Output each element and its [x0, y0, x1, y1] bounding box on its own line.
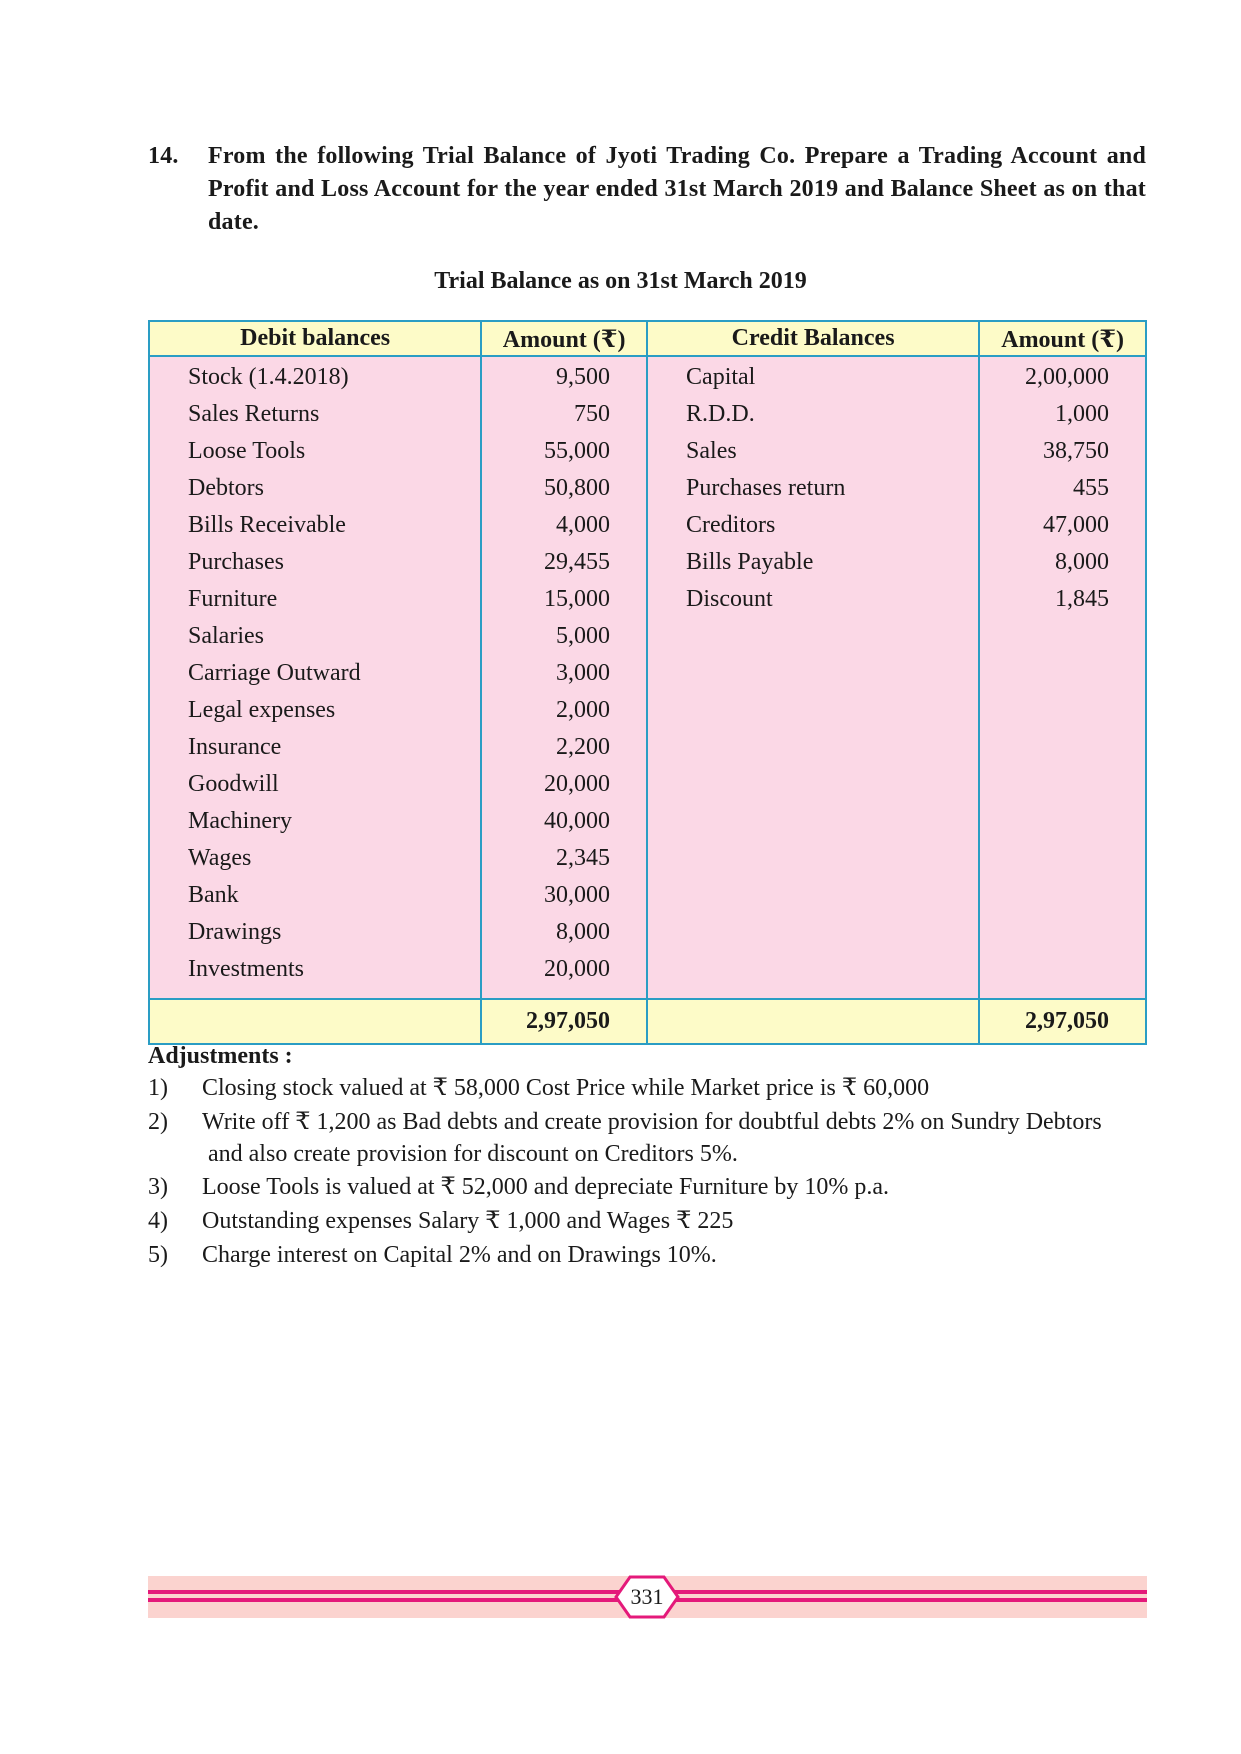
adjustment-item — [148, 1072, 1148, 1105]
debit-amount: 2,000 — [481, 692, 647, 729]
debit-account: Goodwill — [149, 766, 481, 803]
credit-amount — [979, 618, 1146, 655]
credit-account: Purchases return — [647, 470, 979, 507]
adjustments — [148, 1040, 1148, 1273]
debit-amount: 8,000 — [481, 914, 647, 951]
credit-account — [647, 729, 979, 766]
credit-amount: 38,750 — [979, 433, 1146, 470]
debit-amount: 750 — [481, 396, 647, 433]
adjustments-title: Adjustments : — [148, 1043, 293, 1069]
credit-account — [647, 618, 979, 655]
debit-amount: 2,200 — [481, 729, 647, 766]
credit-amount — [979, 840, 1146, 877]
credit-amount: 8,000 — [979, 544, 1146, 581]
debit-account: Wages — [149, 840, 481, 877]
debit-amount: 9,500 — [481, 356, 647, 396]
debit-amount: 40,000 — [481, 803, 647, 840]
table-row — [149, 729, 1146, 766]
debit-account: Stock (1.4.2018) — [149, 356, 481, 396]
debit-account: Investments — [149, 951, 481, 988]
adjustment-text: Outstanding expenses Salary ₹ 1,000 and Wages ₹ 225 — [202, 1208, 734, 1234]
debit-account: Loose Tools — [149, 433, 481, 470]
adjustment-item — [148, 1205, 1148, 1238]
spacer-cell — [481, 988, 647, 999]
table-spacer-row — [149, 988, 1146, 999]
debit-amount: 20,000 — [481, 766, 647, 803]
debit-amount: 4,000 — [481, 507, 647, 544]
header-credit-balances: Credit Balances — [647, 321, 979, 356]
adjustment-text: Write off ₹ 1,200 as Bad debts and create provision for doubtful debts 2% on Sundry Debtors — [202, 1109, 1102, 1135]
spacer-cell — [979, 988, 1146, 999]
debit-amount: 5,000 — [481, 618, 647, 655]
debit-account: Drawings — [149, 914, 481, 951]
table-header-row — [149, 321, 1146, 356]
credit-account — [647, 803, 979, 840]
totals-row — [149, 999, 1146, 1044]
trial-balance-title: Trial Balance as on 31st March 2019 — [434, 268, 807, 294]
debit-amount: 15,000 — [481, 581, 647, 618]
table-row — [149, 692, 1146, 729]
adjustment-number: 3) — [148, 1174, 168, 1200]
total-credit-amount: 2,97,050 — [979, 999, 1146, 1044]
credit-account — [647, 914, 979, 951]
credit-account: Discount — [647, 581, 979, 618]
credit-account — [647, 951, 979, 988]
question-text: From the following Trial Balance of Jyoti Trading Co. Prepare a Trading Account and Profit and Loss Account for the year ended 31st March 2019 and Balance Sheet as on that date. — [208, 143, 1146, 235]
debit-account: Debtors — [149, 470, 481, 507]
credit-amount: 2,00,000 — [979, 356, 1146, 396]
debit-account: Legal expenses — [149, 692, 481, 729]
adjustment-text: Loose Tools is valued at ₹ 52,000 and depreciate Furniture by 10% p.a. — [202, 1174, 889, 1200]
adjustment-number: 2) — [148, 1109, 168, 1135]
adjustments-list — [148, 1072, 1148, 1272]
table-row — [149, 396, 1146, 433]
table-row — [149, 618, 1146, 655]
debit-account: Carriage Outward — [149, 655, 481, 692]
header-debit-amount: Amount (₹) — [481, 321, 647, 356]
table-row — [149, 544, 1146, 581]
adjustment-number: 5) — [148, 1242, 168, 1268]
total-debit-amount: 2,97,050 — [481, 999, 647, 1044]
debit-account: Insurance — [149, 729, 481, 766]
credit-amount — [979, 803, 1146, 840]
debit-amount: 2,345 — [481, 840, 647, 877]
page-footer — [148, 1576, 1147, 1618]
credit-account — [647, 692, 979, 729]
credit-account: R.D.D. — [647, 396, 979, 433]
table-row — [149, 766, 1146, 803]
table-row — [149, 581, 1146, 618]
credit-amount — [979, 766, 1146, 803]
question-number: 14. — [148, 143, 179, 169]
credit-amount — [979, 914, 1146, 951]
adjustment-text: Closing stock valued at ₹ 58,000 Cost Price while Market price is ₹ 60,000 — [202, 1075, 930, 1101]
debit-account: Sales Returns — [149, 396, 481, 433]
credit-account: Creditors — [647, 507, 979, 544]
header-credit-amount: Amount (₹) — [979, 321, 1146, 356]
credit-account — [647, 655, 979, 692]
credit-account — [647, 840, 979, 877]
question — [148, 140, 1146, 239]
credit-amount — [979, 729, 1146, 766]
table-row — [149, 951, 1146, 988]
header-debit-balances: Debit balances — [149, 321, 481, 356]
page-number: 331 — [630, 1584, 664, 1609]
table-row — [149, 507, 1146, 544]
credit-account: Sales — [647, 433, 979, 470]
adjustment-text: Charge interest on Capital 2% and on Drawings 10%. — [202, 1242, 717, 1268]
credit-amount: 455 — [979, 470, 1146, 507]
credit-account: Bills Payable — [647, 544, 979, 581]
table-row — [149, 433, 1146, 470]
adjustment-text-continued: and also create provision for discount on Creditors 5%. — [208, 1141, 738, 1167]
adjustment-item — [148, 1239, 1148, 1272]
debit-account: Furniture — [149, 581, 481, 618]
debit-account: Bills Receivable — [149, 507, 481, 544]
table-row — [149, 914, 1146, 951]
totals-debit-label — [149, 999, 481, 1044]
table-row — [149, 877, 1146, 914]
table-row — [149, 470, 1146, 507]
trial-balance-table — [148, 320, 1147, 1045]
credit-amount: 47,000 — [979, 507, 1146, 544]
spacer-cell — [647, 988, 979, 999]
spacer-cell — [149, 988, 481, 999]
credit-amount — [979, 951, 1146, 988]
debit-account: Machinery — [149, 803, 481, 840]
debit-amount: 29,455 — [481, 544, 647, 581]
table-row — [149, 655, 1146, 692]
adjustment-number: 4) — [148, 1208, 168, 1234]
table-row — [149, 840, 1146, 877]
table-row — [149, 356, 1146, 396]
credit-amount: 1,000 — [979, 396, 1146, 433]
adjustment-item — [148, 1171, 1148, 1204]
totals-credit-label — [647, 999, 979, 1044]
debit-account: Purchases — [149, 544, 481, 581]
debit-amount: 3,000 — [481, 655, 647, 692]
debit-account: Salaries — [149, 618, 481, 655]
debit-amount: 55,000 — [481, 433, 647, 470]
debit-amount: 20,000 — [481, 951, 647, 988]
adjustment-number: 1) — [148, 1075, 168, 1101]
credit-amount: 1,845 — [979, 581, 1146, 618]
credit-account — [647, 766, 979, 803]
credit-amount — [979, 692, 1146, 729]
credit-account — [647, 877, 979, 914]
debit-account: Bank — [149, 877, 481, 914]
debit-amount: 50,800 — [481, 470, 647, 507]
adjustment-item — [148, 1106, 1148, 1170]
credit-amount — [979, 877, 1146, 914]
debit-amount: 30,000 — [481, 877, 647, 914]
table-row — [149, 803, 1146, 840]
credit-account: Capital — [647, 356, 979, 396]
credit-amount — [979, 655, 1146, 692]
